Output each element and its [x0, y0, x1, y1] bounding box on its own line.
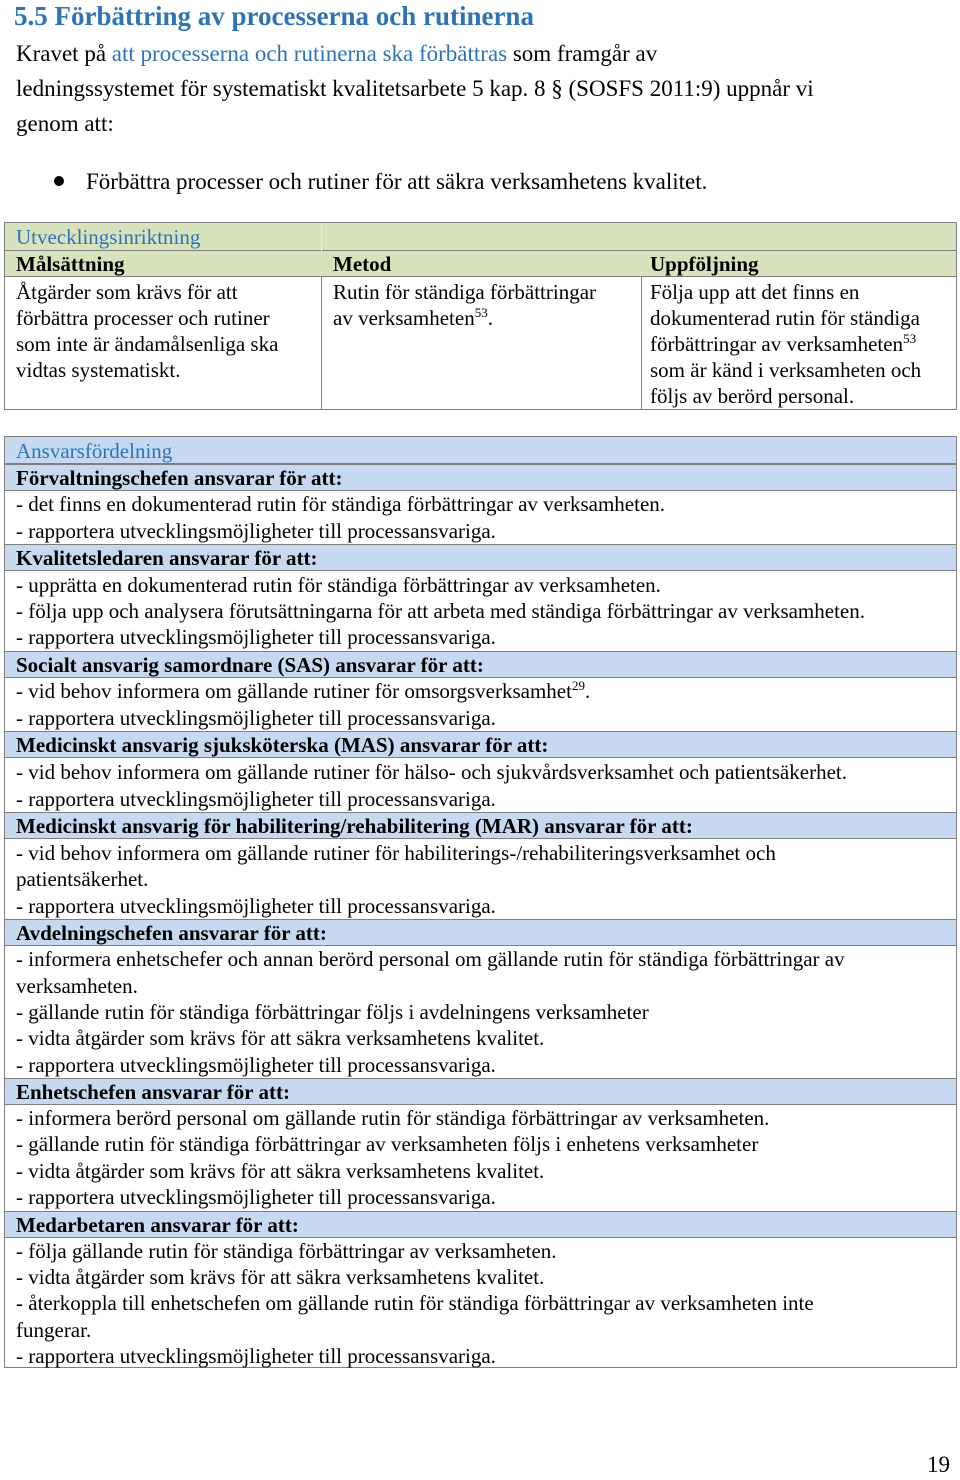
intro-line-3: genom att: [16, 111, 114, 136]
development-header-row [5, 251, 956, 277]
header-divider [321, 223, 322, 251]
section-line: - rapportera utvecklingsmöjligheter till processansvariga. [16, 706, 496, 730]
uppfoljning-line: dokumenterad rutin för ständiga [650, 306, 921, 330]
section-line: - informera berörd personal om gällande rutin för ständiga förbättringar av verksamheten. [16, 1106, 770, 1130]
section-heading: 5.5 Förbättring av processerna och rutinerna [14, 1, 534, 31]
development-table [4, 222, 957, 410]
section-header [5, 651, 956, 678]
responsibility-title-row [5, 437, 956, 464]
bullet-item [54, 166, 707, 198]
page-number: 19 [927, 1452, 950, 1477]
malsattning-line: Åtgärder som krävs för att [16, 280, 238, 304]
section-line: - återkoppla till enhetschefen om gällande rutin för ständiga förbättringar av verksamheten inte [16, 1291, 814, 1315]
section-line: - upprätta en dokumenterad rutin för ständiga förbättringar av verksamheten. [16, 573, 661, 597]
section-line-text: - vid behov informera om gällande rutiner för omsorgsverksamhet [16, 679, 572, 703]
metod-period: . [487, 306, 493, 330]
section-title: Medicinskt ansvarig sjuksköterska (MAS) ansvarar för att: [16, 733, 549, 757]
section-title: Socialt ansvarig samordnare (SAS) ansvarar för att: [16, 653, 484, 677]
section-line [16, 678, 590, 704]
footnote-ref: 53 [474, 305, 488, 320]
malsattning-line: förbättra processer och rutiner [16, 306, 270, 330]
section-header [5, 544, 956, 571]
section-title: Medarbetaren ansvarar för att: [16, 1213, 299, 1237]
footnote-ref: 53 [903, 331, 917, 346]
column-divider-2 [641, 277, 642, 409]
section-line: - rapportera utvecklingsmöjligheter till processansvariga. [16, 1344, 496, 1368]
uppfoljning-line: Följa upp att det finns en [650, 280, 860, 304]
intro-text-end: som framgår av [507, 41, 658, 66]
development-title: Utvecklingsinriktning [16, 225, 201, 249]
uppfoljning-line: som är känd i verksamheten och [650, 358, 922, 382]
section-line: patientsäkerhet. [16, 867, 149, 891]
section-header [5, 731, 956, 758]
intro-link[interactable]: att processerna och rutinerna ska förbättras [111, 41, 508, 66]
metod-text: av verksamheten [333, 306, 475, 330]
development-title-row [5, 223, 956, 251]
bullet-icon [54, 176, 64, 186]
section-line: - gällande rutin för ständiga förbättringar av verksamheten följs i enhetens verksamheter [16, 1132, 759, 1156]
section-line: fungerar. [16, 1318, 92, 1342]
section-line: - vidta åtgärder som krävs för att säkra verksamhetens kvalitet. [16, 1026, 545, 1050]
section-line: - det finns en dokumenterad rutin för ständiga förbättringar av verksamheten. [16, 492, 666, 516]
section-line: - följa gällande rutin för ständiga förbättringar av verksamheten. [16, 1239, 557, 1263]
section-line: - informera enhetschefer och annan berörd personal om gällande rutin för ständiga förbättringar av [16, 947, 845, 971]
section-line: - vidta åtgärder som krävs för att säkra verksamhetens kvalitet. [16, 1265, 545, 1289]
section-line: - följa upp och analysera förutsättningarna för att arbeta med ständiga förbättringar av verksamheten. [16, 599, 865, 623]
header-metod: Metod [333, 252, 392, 276]
uppfoljning-line [650, 331, 916, 357]
responsibility-table [4, 436, 957, 1368]
metod-line: Rutin för ständiga förbättringar [333, 280, 597, 304]
section-line: - vid behov informera om gällande rutiner för hälso- och sjukvårdsverksamhet och patientsäkerhet. [16, 760, 847, 784]
header-malsattning: Målsättning [16, 252, 125, 276]
footnote-ref: 29 [571, 678, 585, 693]
intro-text-start: Kravet på [16, 41, 112, 66]
section-title: Kvalitetsledaren ansvarar för att: [16, 546, 318, 570]
section-line: verksamheten. [16, 974, 138, 998]
malsattning-line: vidtas systematiskt. [16, 358, 181, 382]
section-line: - rapportera utvecklingsmöjligheter till processansvariga. [16, 1185, 496, 1209]
uppfoljning-text: förbättringar av verksamheten [650, 332, 904, 356]
intro-paragraph [16, 36, 956, 141]
section-title: Enhetschefen ansvarar för att: [16, 1080, 290, 1104]
section-line: - rapportera utvecklingsmöjligheter till processansvariga. [16, 787, 496, 811]
section-header [5, 1211, 956, 1238]
section-title: Medicinskt ansvarig för habilitering/rehabilitering (MAR) ansvarar för att: [16, 814, 693, 838]
section-line: - rapportera utvecklingsmöjligheter till processansvariga. [16, 894, 496, 918]
section-header [5, 812, 956, 839]
section-line: - vid behov informera om gällande rutiner för habiliterings-/rehabiliteringsverksamhet och [16, 841, 776, 865]
section-line: - vidta åtgärder som krävs för att säkra verksamhetens kvalitet. [16, 1159, 545, 1183]
section-line: - rapportera utvecklingsmöjligheter till processansvariga. [16, 625, 496, 649]
section-line: - rapportera utvecklingsmöjligheter till processansvariga. [16, 1053, 496, 1077]
malsattning-line: som inte är ändamålsenliga ska [16, 332, 279, 356]
section-header [5, 1078, 956, 1105]
section-title: Förvaltningschefen ansvarar för att: [16, 466, 343, 490]
column-divider-1 [321, 277, 322, 409]
section-title: Avdelningschefen ansvarar för att: [16, 921, 327, 945]
bullet-text: Förbättra processer och rutiner för att säkra verksamhetens kvalitet. [86, 169, 708, 194]
responsibility-title: Ansvarsfördelning [16, 439, 173, 463]
uppfoljning-line: följs av berörd personal. [650, 384, 855, 408]
header-uppfoljning: Uppföljning [650, 252, 759, 276]
metod-line [333, 305, 493, 331]
section-header [5, 919, 956, 946]
section-line-period: . [584, 679, 591, 703]
section-line: - rapportera utvecklingsmöjligheter till processansvariga. [16, 519, 496, 543]
intro-line-2: ledningssystemet för systematiskt kvalitetsarbete 5 kap. 8 § (SOSFS 2011:9) uppnår vi [16, 76, 814, 101]
section-header [5, 464, 956, 491]
section-line: - gällande rutin för ständiga förbättringar följs i avdelningens verksamheter [16, 1000, 649, 1024]
